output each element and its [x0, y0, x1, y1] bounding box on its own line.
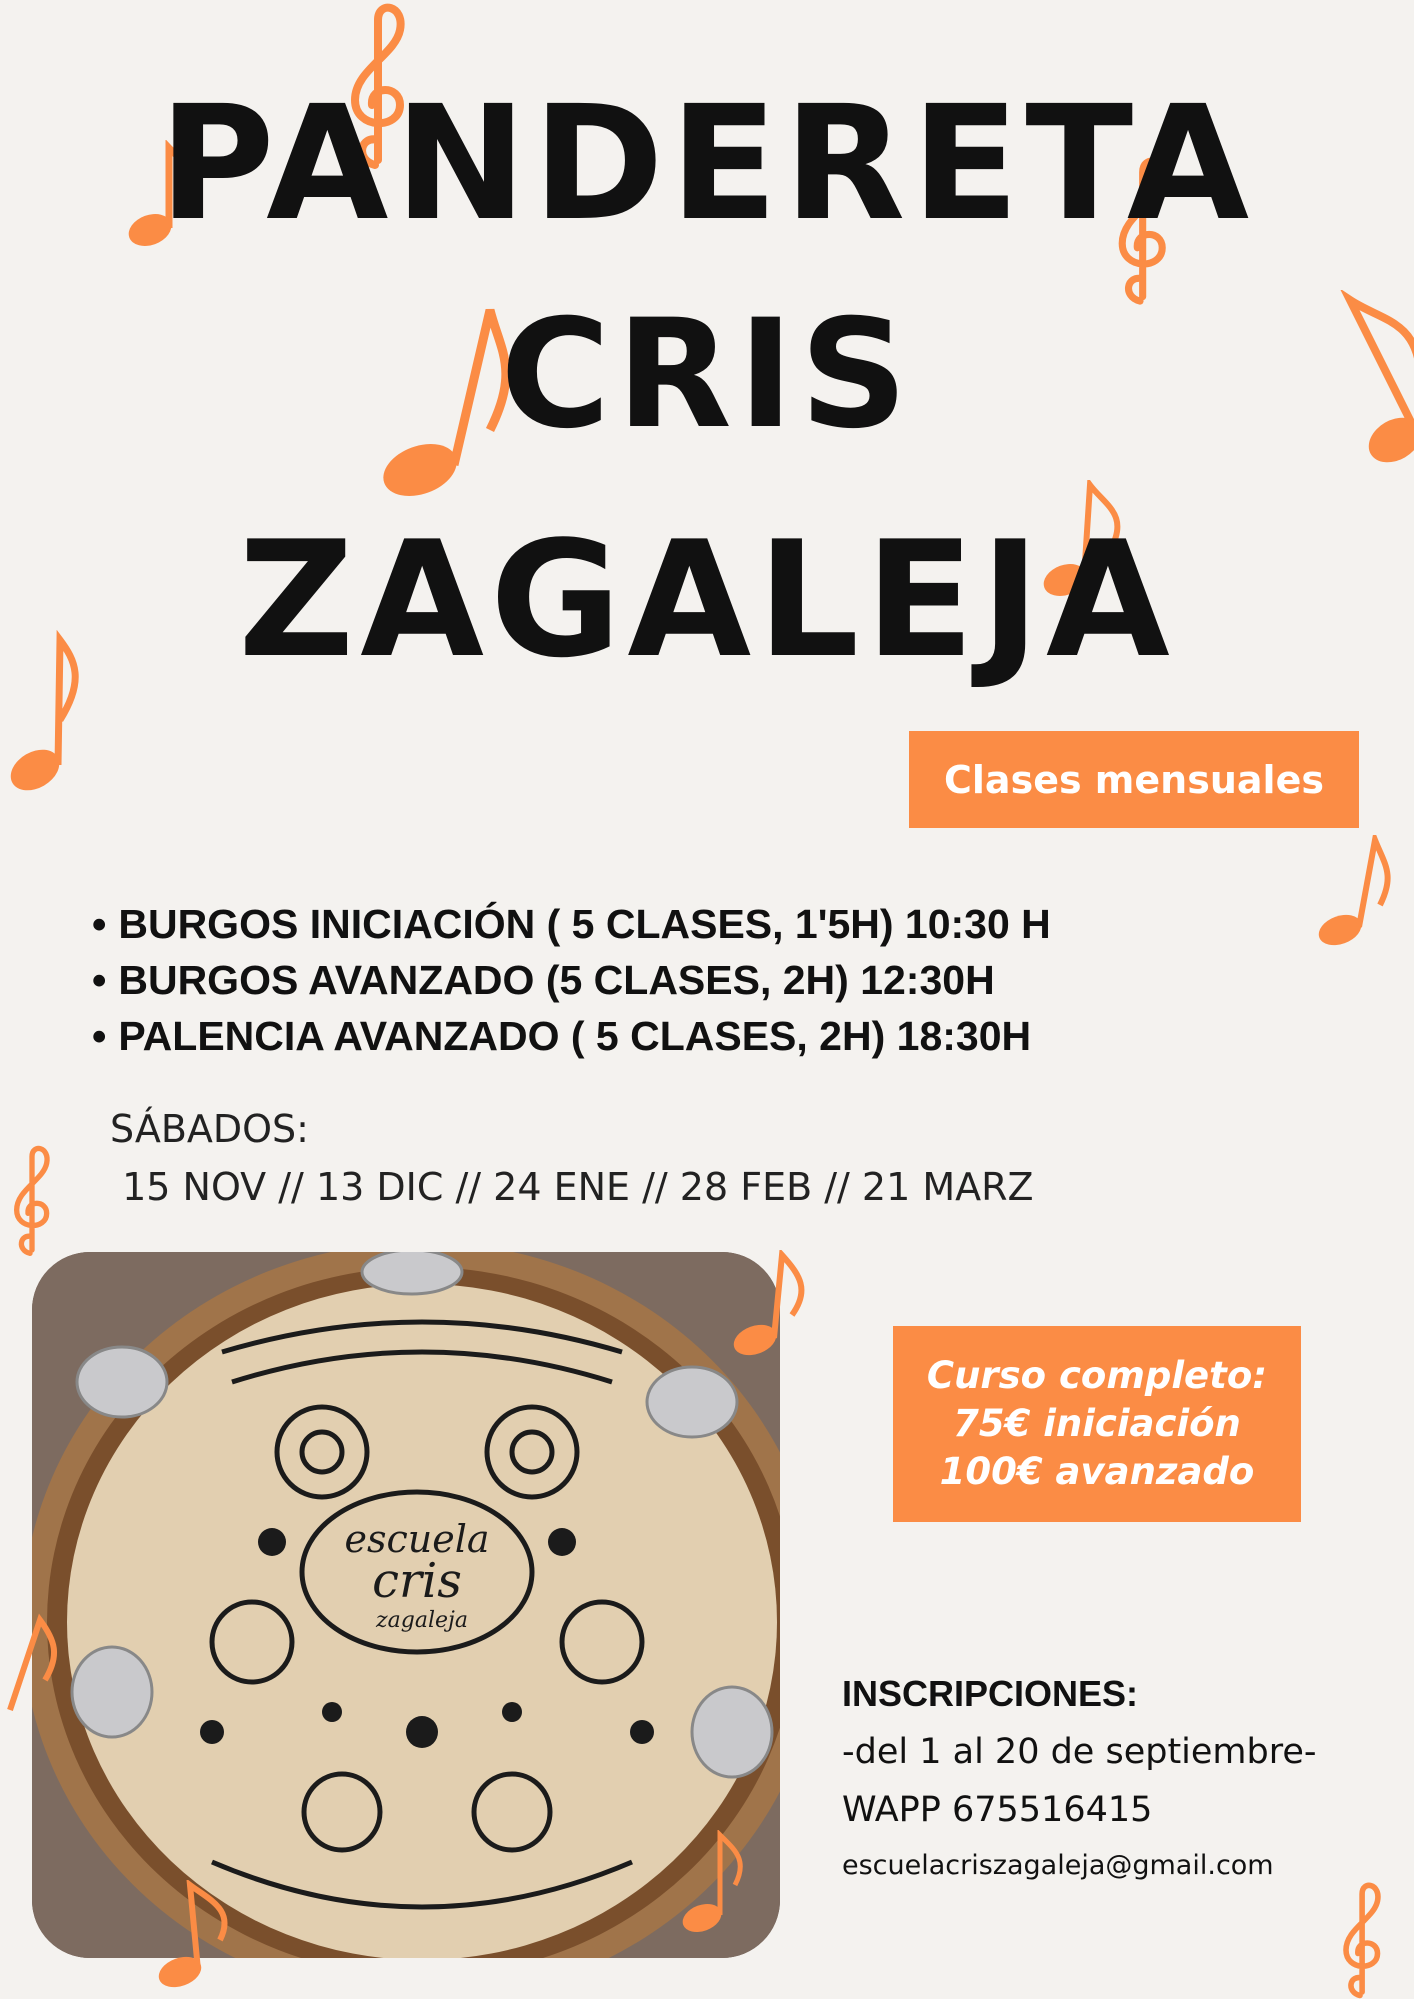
music-note-icon: [1315, 835, 1395, 950]
photo-text: zagaleja: [376, 1608, 468, 1633]
music-note-icon: [0, 1610, 60, 1720]
inscriptions: [842, 1665, 1317, 1893]
list-item: • BURGOS INICIACIÓN ( 5 CLASES, 1'5H) 10:30 H: [92, 896, 1051, 952]
schedule-label: SÁBADOS:: [110, 1107, 309, 1151]
inscriptions-phone: WAPP 675516415: [842, 1790, 1153, 1830]
course-line: 100€ avanzado: [939, 1450, 1255, 1494]
music-note-icon: [680, 1830, 750, 1935]
photo-text: escuela: [344, 1517, 490, 1561]
classes-badge: Clases mensuales: [909, 731, 1359, 828]
schedule: [110, 1100, 1034, 1216]
treble-clef-icon: [1320, 1880, 1400, 1999]
course-price-badge: [893, 1326, 1301, 1522]
list-item: • PALENCIA AVANZADO ( 5 CLASES, 2H) 18:30H: [92, 1008, 1051, 1064]
inscriptions-heading: INSCRIPCIONES:: [842, 1673, 1139, 1714]
music-note-icon: [730, 1250, 810, 1360]
title-line-3: ZAGALEJA: [238, 506, 1176, 693]
title-line-2: CRIS: [500, 288, 914, 462]
music-note-icon: [150, 1880, 240, 1990]
tambourine-photo: [32, 1252, 780, 1958]
inscriptions-email: escuelacriszagaleja@gmail.com: [842, 1850, 1274, 1881]
inscriptions-dates: -del 1 al 20 de septiembre-: [842, 1732, 1317, 1772]
list-item: • BURGOS AVANZADO (5 CLASES, 2H) 12:30H: [92, 952, 1051, 1008]
schedule-dates: 15 NOV // 13 DIC // 24 ENE // 28 FEB // 21 MARZ: [110, 1165, 1034, 1209]
title-line-1: PANDERETA: [158, 72, 1256, 256]
treble-clef-icon: [0, 1120, 60, 1280]
levels-list: [92, 896, 1051, 1064]
photo-text: cris: [372, 1553, 462, 1609]
course-line: Curso completo:: [926, 1353, 1268, 1397]
course-line: 75€ iniciación: [953, 1401, 1241, 1445]
